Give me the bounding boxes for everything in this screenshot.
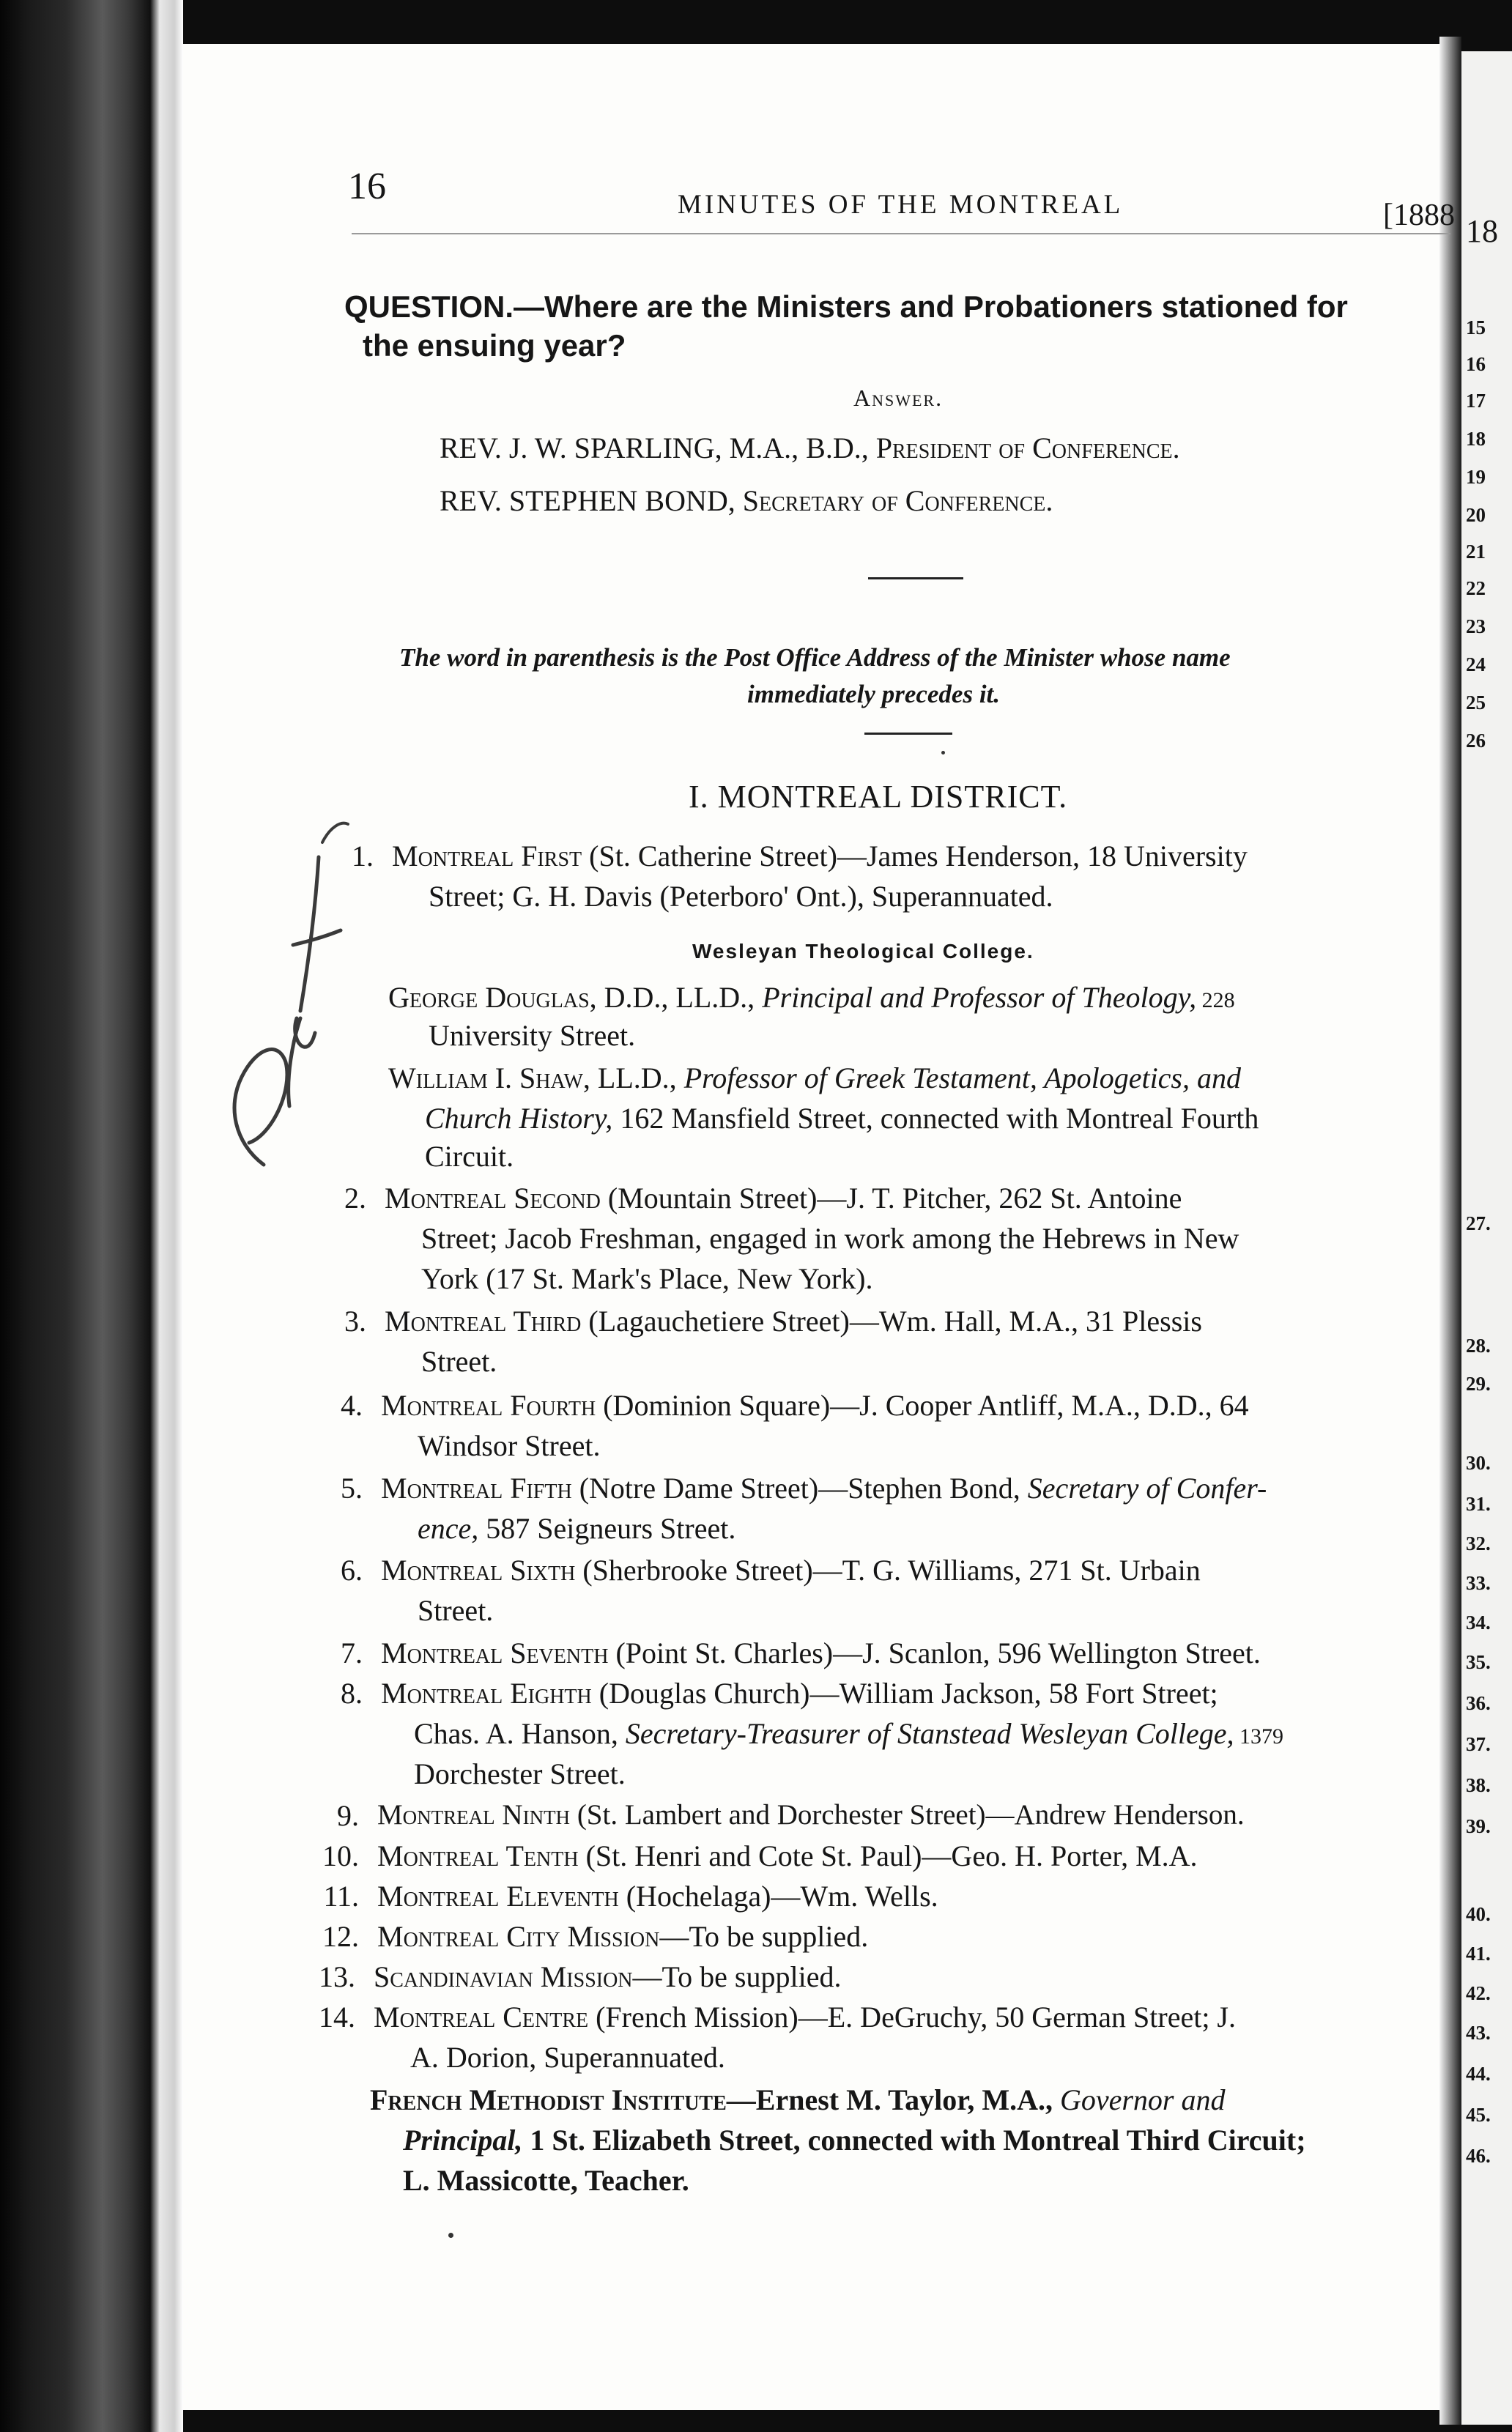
circuit-name: Montreal Sixth (381, 1554, 576, 1587)
next-page-number: 24 (1466, 653, 1486, 675)
question-line-1: QUESTION.—Where are the Ministers and Probationers stationed for (344, 289, 1348, 324)
entry-3-line-2: Street. (421, 1345, 497, 1378)
next-page-number: 23 (1466, 615, 1486, 637)
next-page-number: 36. (1466, 1692, 1491, 1714)
entry-3-line-1 (385, 1304, 1202, 1338)
entry-8-line-2 (414, 1716, 1283, 1751)
circuit-name: Montreal Seventh (381, 1636, 609, 1669)
next-page-number: 22 (1466, 577, 1486, 599)
next-page-number: 44. (1466, 2063, 1491, 2085)
note-line-2: immediately precedes it. (747, 680, 1001, 708)
entry-title: ence, (418, 1512, 479, 1545)
page-number: 16 (348, 166, 386, 207)
entry-title: Professor of Greek Testament, Apologetics, and (683, 1061, 1241, 1094)
entry-title: Church History, (425, 1102, 613, 1135)
entry-9-line-1 (377, 1798, 1245, 1831)
entry-8-line-1 (381, 1676, 1218, 1710)
next-page-header-fragment: 18 (1466, 213, 1498, 249)
college-heading: Wesleyan Theological College. (692, 940, 1034, 963)
entry-10-line-1 (377, 1839, 1198, 1873)
handwritten-annotation-signature (220, 798, 359, 1194)
next-page-number: 18 (1466, 428, 1486, 450)
circuit-name: Montreal Ninth (377, 1799, 571, 1831)
entry-text: 228 (1196, 988, 1235, 1012)
entry-8-line-3: Dorchester Street. (414, 1757, 626, 1790)
entry-5-line-2 (418, 1511, 735, 1546)
entry-number: 14. (319, 2001, 355, 2034)
circuit-name: Montreal Second (385, 1182, 601, 1215)
entry-4-line-1 (381, 1388, 1249, 1423)
institute-line-2 (403, 2123, 1306, 2157)
next-page-number: 45. (1466, 2104, 1491, 2126)
circuit-name: Montreal First (392, 839, 582, 872)
next-page-number: 19 (1466, 466, 1486, 488)
entry-text: —Ernest M. Taylor, M.A., (726, 2083, 1060, 2116)
entry-title: Principal and Professor of Theology, (762, 981, 1197, 1014)
next-page-edge (1461, 51, 1512, 2425)
entry-4-line-2: Windsor Street. (418, 1429, 601, 1462)
next-page-number: 25 (1466, 692, 1486, 713)
next-page-number: 37. (1466, 1733, 1491, 1755)
president-name: REV. J. W. SPARLING, M.A., B.D., (440, 431, 876, 464)
entry-1-line-2: Street; G. H. Davis (Peterboro' Ont.), Superannuated. (429, 880, 1053, 913)
entry-text: , D.D., LL.D., (589, 981, 763, 1014)
next-page-number: 20 (1466, 504, 1486, 526)
print-speck (448, 2233, 453, 2238)
entry-14-line-1 (374, 2000, 1236, 2034)
page-gutter (1439, 37, 1461, 2425)
entry-text: (St. Henri and Cote St. Paul)—Geo. H. Porter, M.A. (578, 1839, 1198, 1872)
entry-number: 13. (319, 1960, 355, 1993)
entry-7-line-1 (381, 1636, 1261, 1670)
shaw-line-2 (425, 1101, 1259, 1135)
next-page-number: 28. (1466, 1335, 1491, 1357)
entry-6-line-1 (381, 1553, 1201, 1587)
circuit-name: Montreal Fifth (381, 1472, 572, 1505)
next-page-number: 30. (1466, 1452, 1491, 1474)
entry-5-line-1 (381, 1471, 1267, 1505)
entry-title: Governor and (1059, 2083, 1226, 2116)
person-name: William I. Shaw (388, 1061, 583, 1094)
entry-1-line-1 (392, 839, 1248, 873)
entry-title: Principal, (403, 2124, 523, 2157)
next-page-number: 31. (1466, 1493, 1491, 1515)
header-rule (352, 233, 1450, 234)
entry-text: —To be supplied. (632, 1960, 842, 1993)
next-page-number: 15 (1466, 316, 1486, 338)
person-name: George Douglas (388, 981, 590, 1014)
entry-text: 1379 (1234, 1724, 1283, 1749)
entry-text: 587 Seigneurs Street. (478, 1512, 736, 1545)
entry-text: (Sherbrooke Street)—T. G. Williams, 271 St. Urbain (575, 1554, 1201, 1587)
entry-text: (St. Lambert and Dorchester Street)—Andrew Henderson. (570, 1799, 1245, 1831)
next-page-number: 33. (1466, 1572, 1491, 1594)
entry-2-line-3: York (17 St. Mark's Place, New York). (421, 1262, 873, 1295)
entry-2-line-1 (385, 1181, 1182, 1215)
secretary-line (440, 483, 1053, 518)
entry-text: (French Mission)—E. DeGruchy, 50 German Street; J. (588, 2001, 1236, 2034)
entry-title: Secretary of Confer- (1027, 1472, 1267, 1505)
separator-rule (868, 577, 963, 579)
question-line-2: the ensuing year? (363, 328, 626, 363)
next-page-number: 26 (1466, 730, 1486, 752)
next-page-number: 46. (1466, 2145, 1491, 2167)
next-page-number: 35. (1466, 1651, 1491, 1673)
institute-line-3: L. Massicotte, Teacher. (403, 2164, 689, 2197)
entry-text: 162 Mansfield Street, connected with Montreal Fourth (612, 1102, 1259, 1135)
next-page-number: 39. (1466, 1815, 1491, 1837)
institute-line-1 (370, 2083, 1226, 2117)
entry-number: 6. (341, 1554, 363, 1587)
next-page-number: 17 (1466, 390, 1486, 412)
entry-text: (Lagauchetiere Street)—Wm. Hall, M.A., 31 Plessis (581, 1305, 1202, 1338)
douglas-line-1 (388, 980, 1235, 1015)
institute-name: French Methodist Institute (370, 2083, 727, 2116)
separator-rule (864, 733, 952, 735)
entry-text: (St. Catherine Street)—James Henderson, 18 University (582, 839, 1248, 872)
entry-11-line-1 (377, 1879, 938, 1913)
circuit-name: Montreal Tenth (377, 1839, 579, 1872)
entry-number: 2. (344, 1182, 366, 1215)
next-page-number: 34. (1466, 1612, 1491, 1634)
circuit-name: Montreal Fourth (381, 1389, 596, 1422)
entry-text: (Dominion Square)—J. Cooper Antliff, M.A., D.D., 64 (596, 1389, 1249, 1422)
entry-number: 8. (341, 1677, 363, 1710)
entry-number: 12. (322, 1920, 359, 1953)
entry-6-line-2: Street. (418, 1594, 494, 1627)
entry-number: 1. (352, 839, 374, 872)
circuit-name: Scandinavian Mission (374, 1960, 633, 1993)
next-page-number: 27. (1466, 1212, 1491, 1234)
circuit-name: Montreal Third (385, 1305, 582, 1338)
entry-number: 4. (341, 1389, 363, 1422)
entry-title: Secretary-Treasurer of Stanstead Wesleyan College, (625, 1717, 1234, 1750)
entry-number: 11. (323, 1880, 359, 1913)
circuit-name: Montreal City Mission (377, 1920, 660, 1953)
running-title: MINUTES OF THE MONTREAL (678, 190, 1124, 220)
entry-text: —To be supplied. (659, 1920, 869, 1953)
district-title: I. MONTREAL DISTRICT. (689, 779, 1068, 815)
entry-13-line-1 (374, 1960, 841, 1994)
year-label: [1888 (1383, 199, 1455, 232)
president-line (440, 431, 1180, 465)
note-line-1: The word in parenthesis is the Post Office Address of the Minister whose name (399, 643, 1231, 672)
entry-12-line-1 (377, 1919, 868, 1954)
entry-text: (Douglas Church)—William Jackson, 58 Fort Street; (591, 1677, 1218, 1710)
next-page-number: 43. (1466, 2022, 1491, 2044)
next-page-number: 41. (1466, 1943, 1491, 1965)
circuit-name: Montreal Eighth (381, 1677, 592, 1710)
circuit-name: Montreal Eleventh (377, 1880, 619, 1913)
next-page-number: 38. (1466, 1774, 1491, 1796)
entry-14-line-2: A. Dorion, Superannuated. (410, 2041, 725, 2074)
next-page-number: 42. (1466, 1982, 1491, 2004)
president-title: President of Conference. (875, 431, 1180, 464)
circuit-name: Montreal Centre (374, 2001, 589, 2034)
entry-number: 9. (337, 1799, 359, 1832)
entry-number: 3. (344, 1305, 366, 1338)
entry-text: 1 St. Elizabeth Street, connected with Montreal Third Circuit; (522, 2124, 1306, 2157)
secretary-name: REV. STEPHEN BOND, (440, 484, 743, 517)
entry-number: 5. (341, 1472, 363, 1505)
book-spine (0, 0, 183, 2432)
next-page-number: 32. (1466, 1532, 1491, 1554)
secretary-title: Secretary of Conference. (742, 484, 1053, 517)
entry-text: , LL.D., (582, 1061, 684, 1094)
next-page-number: 16 (1466, 353, 1486, 375)
entry-text: (Hochelaga)—Wm. Wells. (618, 1880, 938, 1913)
entry-text: (Point St. Charles)—J. Scanlon, 596 Wellington Street. (608, 1636, 1261, 1669)
entry-text: (Notre Dame Street)—Stephen Bond, (571, 1472, 1028, 1505)
entry-number: 10. (322, 1839, 359, 1872)
entry-2-line-2: Street; Jacob Freshman, engaged in work among the Hebrews in New (421, 1222, 1239, 1255)
shaw-line-1 (388, 1061, 1241, 1095)
next-page-number: 29. (1466, 1373, 1491, 1395)
shaw-line-3: Circuit. (425, 1140, 514, 1173)
entry-text: Chas. A. Hanson, (414, 1717, 626, 1750)
next-page-number: 40. (1466, 1903, 1491, 1925)
next-page-number: 21 (1466, 541, 1486, 563)
entry-number: 7. (341, 1636, 363, 1669)
answer-label: Answer. (853, 385, 944, 411)
entry-text: (Mountain Street)—J. T. Pitcher, 262 St. Antoine (600, 1182, 1182, 1215)
douglas-line-2: University Street. (429, 1019, 636, 1052)
print-speck (941, 751, 945, 755)
